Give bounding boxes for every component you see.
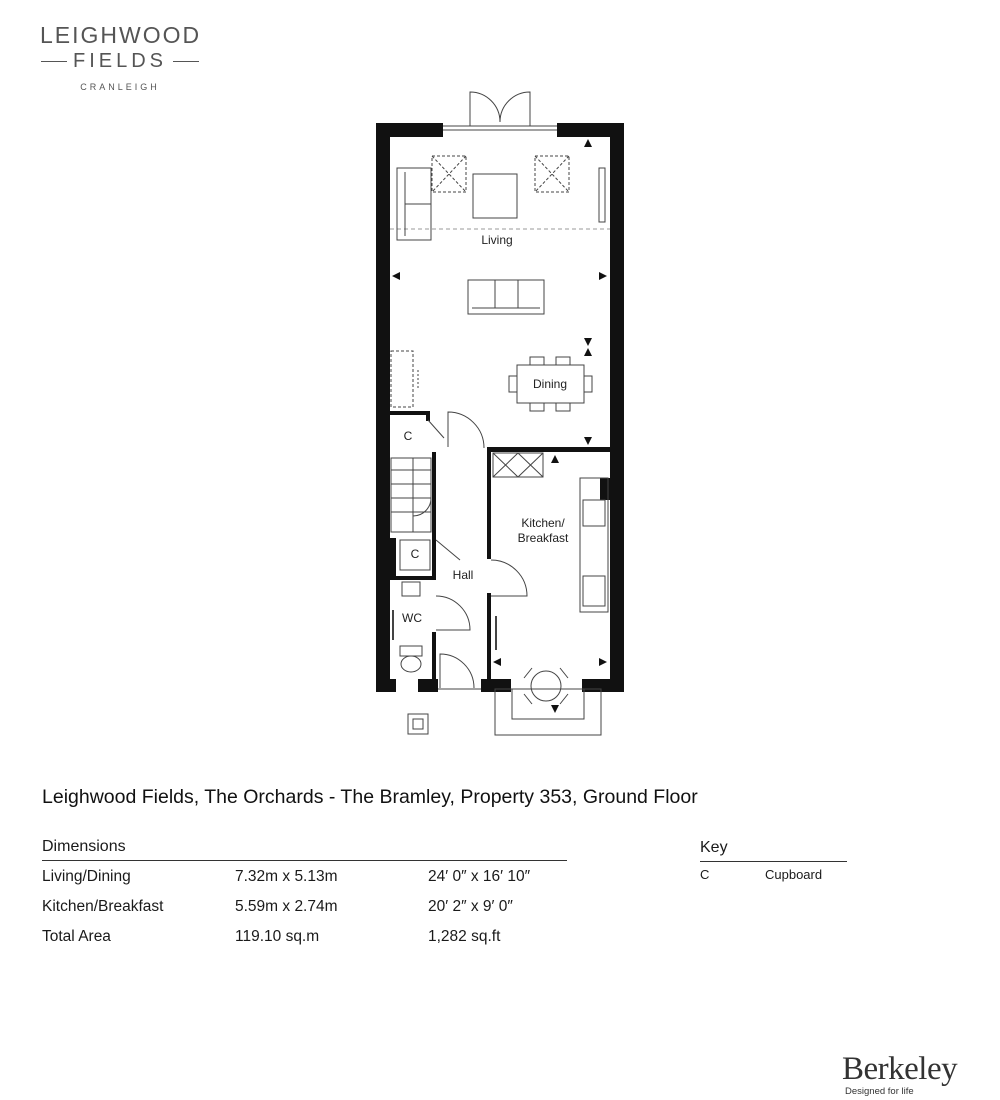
french-door-left-leaf [470,92,500,126]
arrow-kitchen-down [551,705,559,713]
room-label-hall: Hall [452,568,474,582]
french-door-right-leaf [500,92,530,126]
kitchen-top-wall [487,447,610,452]
external-lamp-inner [413,719,423,729]
key-header: Key [700,839,847,862]
chair-bottom-1 [530,403,544,411]
chair-left [509,376,517,392]
plan-title: Leighwood Fields, The Orchards - The Bramley, Property 353, Ground Floor [42,786,698,808]
external-lamp [408,714,428,734]
arrow-kitchen-right [599,658,607,666]
bay-window [495,689,601,735]
breakfast-table [531,671,561,701]
dimensions-row [42,861,567,891]
berkeley-logo [842,1052,962,1097]
room-label-kitchen-2: Breakfast [517,531,569,545]
dim-metric: 5.59m x 2.74m [235,898,338,915]
basin [402,582,420,596]
cupboard-wall-top [390,411,430,415]
coffee-table [473,174,517,218]
hall-door-swing [448,412,484,448]
chair-top-2 [556,357,570,365]
dimensions-row [42,891,567,921]
arrow-kitchen-left [493,658,501,666]
front-door-swing [440,654,474,688]
kitchen-left-wall-lower [487,593,491,679]
hall-wall-left [432,452,436,578]
cupboard-wall-right [426,411,430,421]
arrow-dining-up [584,348,592,356]
room-label-cupboard-a: C [403,429,413,443]
logo-line-3: CRANLEIGH [80,82,160,92]
cupboard-door-swing [428,420,444,438]
brand-name: Berkeley [842,1051,958,1087]
bay-window-inner [512,689,584,719]
wall-left-dark [390,538,396,578]
dim-imperial: 20′ 2″ x 9′ 0″ [428,898,513,915]
kitchen-left-wall-upper [487,447,491,559]
chair-right [584,376,592,392]
outer-walls [376,123,624,692]
key-meaning: Cupboard [765,867,823,882]
wall-top-left [376,123,443,137]
dim-metric: 119.10 sq.m [235,928,320,945]
arrow-top-living [584,139,592,147]
tv-unit [599,168,605,222]
dimension-arrows [392,139,607,713]
room-label-dining: Dining [532,377,568,391]
dimensions-row [42,921,567,951]
wall-bottom-1 [376,679,396,692]
wc-right-wall [432,632,436,679]
logo-line-1: LEIGHWOOD [40,22,202,48]
dimensions-header: Dimensions [42,838,567,861]
wc-top-wall [390,576,436,580]
logo-line-2-text: FIELDS [72,50,168,72]
toilet-cistern [400,646,422,656]
room-label-wc: WC [402,611,422,625]
dim-imperial: 24′ 0″ x 16′ 10″ [428,868,531,885]
hall-cupboard-door [436,540,460,560]
arrow-dining-down [584,437,592,445]
stair-winder [413,458,431,532]
wall-bottom-4 [582,679,624,692]
kitchen-door-swing [491,560,527,596]
sideboard [391,351,413,407]
arrow-living-down [584,338,592,346]
key-code: C [700,867,710,882]
dim-imperial: 1,282 sq.ft [428,928,501,945]
kitchen-sink [583,576,605,606]
room-label-living: Living [481,233,513,247]
wall-left-lower [376,538,390,692]
dim-room: Living/Dining [42,868,131,885]
dim-room: Total Area [42,928,111,945]
internal-walls [390,411,610,679]
kitchen-hob [583,500,605,526]
room-label-kitchen-1: Kitchen/ [521,516,565,530]
brand-tagline: Designed for life [845,1086,914,1097]
chair-bottom-2 [556,403,570,411]
toilet-bowl [401,656,421,672]
arrow-right-living [599,272,607,280]
wall-top-right [557,123,624,137]
staircase [391,458,431,532]
arrow-left-living [392,272,400,280]
wall-left-upper [376,123,390,538]
dimensions-table [42,838,567,951]
wc-door-swing [436,596,470,630]
key-row [700,862,847,886]
chair-top-1 [530,357,544,365]
main-sofa [468,280,544,314]
wall-bottom-3 [481,679,511,692]
arrow-kitchen-up [551,455,559,463]
kitchen-wall-units [493,453,543,477]
room-label-cupboard-b: C [410,547,420,561]
dim-metric: 7.32m x 5.13m [235,868,338,885]
wall-bottom-2 [418,679,438,692]
dim-room: Kitchen/Breakfast [42,898,164,915]
wall-right [610,123,624,692]
key-table [700,839,847,886]
